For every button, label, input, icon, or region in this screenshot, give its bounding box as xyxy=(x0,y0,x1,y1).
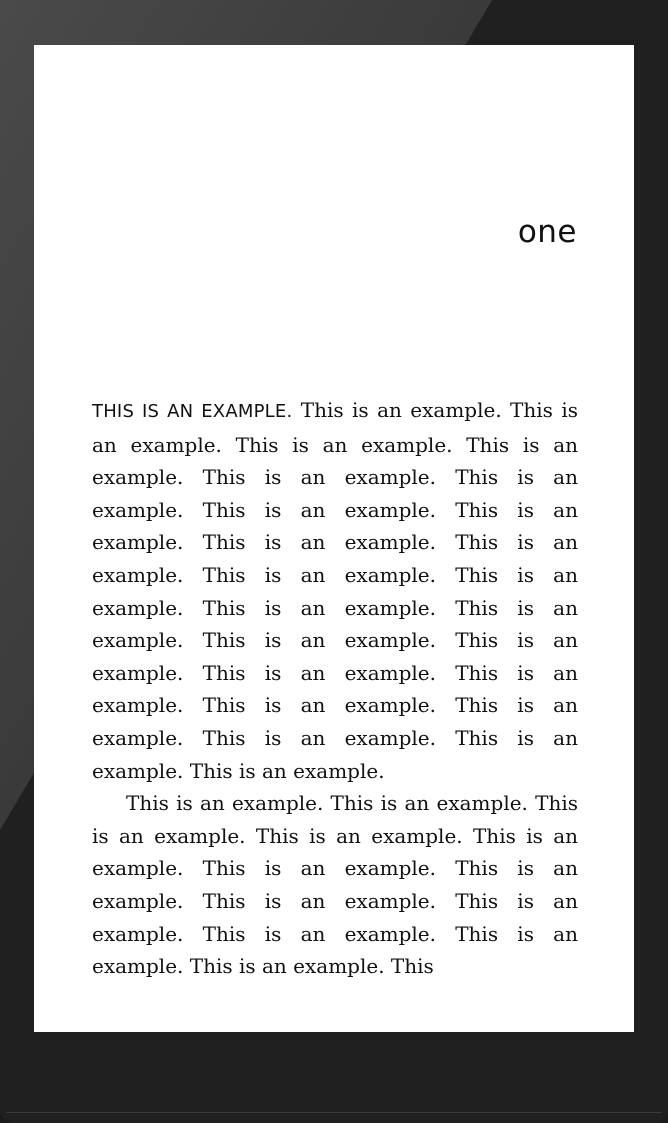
paragraph-text: This is an example. This is an example. This is an example. This is an example. This is an example. This is an example. This is an example. This is an example. This is an example. This is an example. This is an example. This is an example. This is an example. This is an example. This is an example. This is an example. This is an example. This is an example. This is an example. This is an example. This is an example. This is an example. This is an example. xyxy=(92,398,578,783)
chapter-title: one xyxy=(517,214,577,250)
page-body xyxy=(92,394,578,983)
device-bottom-edge xyxy=(6,1112,662,1123)
paragraph-text: This is an example. This is an example. This is an example. This is an example. This is an example. This is an example. This is an example. This is an example. This is an example. This is an example. This is an example. This is an example. This xyxy=(92,791,578,979)
paragraph xyxy=(92,394,578,787)
reading-screen[interactable] xyxy=(34,45,634,1032)
paragraph-lead-caps: THIS IS AN EXAMPLE. xyxy=(92,401,293,422)
paragraph xyxy=(92,787,578,983)
